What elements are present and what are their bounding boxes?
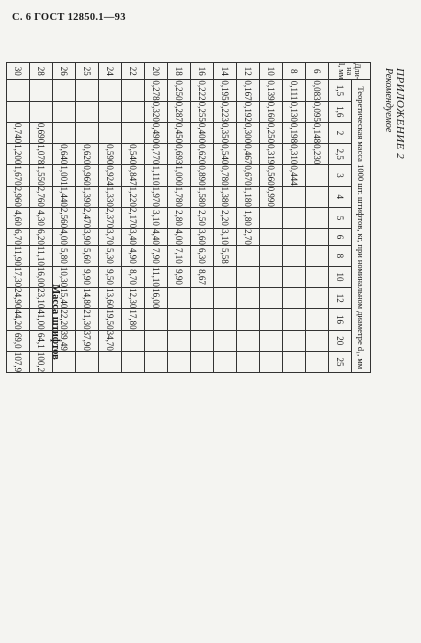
mass-cell [99, 80, 122, 101]
mass-cell: 0,167 [237, 80, 260, 101]
mass-cell: 1,078 [30, 144, 53, 165]
mass-cell: 16,00 [30, 266, 53, 287]
length-cell: 12 [237, 63, 260, 80]
mass-cell [214, 330, 237, 351]
mass-cell: 1,220 [122, 186, 145, 207]
mass-cell: 41,00 [30, 309, 53, 330]
mass-cell [237, 351, 260, 372]
appendix-label [383, 68, 406, 288]
mass-cell: 0,160 [260, 101, 283, 122]
appendix-subtitle: Рекомендуемое [383, 68, 394, 133]
mass-cell [306, 207, 329, 228]
mass-cell [237, 245, 260, 266]
appendix-title: ПРИЛОЖЕНИЕ 2 [394, 68, 406, 160]
mass-cell: 0,250 [168, 80, 191, 101]
mass-cell: 1,180 [237, 186, 260, 207]
mass-cell: 5,80 [53, 245, 76, 266]
mass-cell: 2,560 [53, 207, 76, 228]
mass-cell: 1,80 [237, 207, 260, 228]
mass-cell: 1,330 [99, 186, 122, 207]
mass-cell [76, 80, 99, 101]
length-cell: 14 [214, 63, 237, 80]
mass-cell: 2,80 [168, 207, 191, 228]
mass-cell [306, 186, 329, 207]
mass-cell: 69,0 [7, 330, 30, 351]
mass-cell: 0,250 [260, 122, 283, 143]
mass-cell: 0,990 [260, 186, 283, 207]
mass-cell [260, 351, 283, 372]
mass-cell: 5,30 [99, 245, 122, 266]
mass-cell [191, 288, 214, 309]
mass-cell: 12,30 [122, 288, 145, 309]
mass-cell: 2,170 [122, 207, 145, 228]
diameter-header-row [329, 63, 352, 373]
mass-cell: 4,00 [53, 229, 76, 246]
mass-cell: 7,10 [168, 245, 191, 266]
mass-cell [30, 101, 53, 122]
mass-cell: 0,620 [191, 144, 214, 165]
mass-cell: 0,222 [191, 80, 214, 101]
diameter-header-12: 20 [329, 330, 352, 351]
mass-cell [191, 309, 214, 330]
mass-cell [7, 101, 30, 122]
mass-cell: 0,924 [99, 165, 122, 186]
mass-cell: 2,470 [76, 207, 99, 228]
table-body [7, 63, 329, 373]
mass-cell: 3,70 [99, 229, 122, 246]
mass-cell: 1,780 [168, 186, 191, 207]
table-row [53, 63, 76, 373]
diameter-header-10: 12 [329, 288, 352, 309]
mass-cell: 1,000 [168, 165, 191, 186]
mass-cell: 22,20 [53, 309, 76, 330]
length-cell: 30 [7, 63, 30, 80]
mass-cell: 0,560 [260, 165, 283, 186]
mass-cell: 0,192 [237, 101, 260, 122]
mass-cell: 1,580 [191, 186, 214, 207]
mass-cell [214, 309, 237, 330]
mass-cell [122, 330, 145, 351]
mass-cell: 1,200 [7, 144, 30, 165]
mass-cell [237, 309, 260, 330]
mass-cell: 24,90 [7, 288, 30, 309]
diameter-header-2: 2 [329, 122, 352, 143]
mass-cell: 0,223 [214, 101, 237, 122]
mass-cell: 11,10 [30, 245, 53, 266]
mass-cell [306, 266, 329, 287]
mass-cell [53, 80, 76, 101]
mass-cell [283, 186, 306, 207]
mass-cell: 6,70 [7, 229, 30, 246]
mass-cell [283, 330, 306, 351]
mass-cell: 0,230 [306, 144, 329, 165]
mass-cell: 3,90 [76, 229, 99, 246]
table-caption: Масса штифтов [50, 284, 61, 360]
mass-cell [283, 288, 306, 309]
length-cell: 16 [191, 63, 214, 80]
mass-cell [76, 351, 99, 372]
mass-cell: 0,300 [237, 122, 260, 143]
mass-cell: 0,111 [283, 80, 306, 101]
mass-cell [260, 229, 283, 246]
mass-cell: 0,198 [283, 122, 306, 143]
mass-cell: 0,847 [122, 165, 145, 186]
table-row [283, 63, 306, 373]
mass-cell: 64,1 [30, 330, 53, 351]
mass-cell: 0,130 [283, 101, 306, 122]
mass-cell [306, 288, 329, 309]
table-row [306, 63, 329, 373]
mass-cell [306, 351, 329, 372]
mass-cell: 9,90 [76, 266, 99, 287]
table-row [122, 63, 145, 373]
mass-cell: 4,90 [122, 245, 145, 266]
mass-cell: 23,10 [30, 288, 53, 309]
diameter-header-9: 10 [329, 266, 352, 287]
length-cell: 10 [260, 63, 283, 80]
mass-cell: 37,90 [76, 330, 99, 351]
table-row [191, 63, 214, 373]
length-cell: 8 [283, 63, 306, 80]
mass-cell: 4,00 [168, 229, 191, 246]
mass-cell [122, 80, 145, 101]
mass-cell [306, 165, 329, 186]
mass-cell: 1,440 [53, 186, 76, 207]
mass-cell: 107,9 [7, 351, 30, 372]
mass-cell: 0,770 [145, 144, 168, 165]
mass-cell: 3,10 [145, 207, 168, 228]
mass-cell [99, 101, 122, 122]
mass-cell: 39,49 [53, 330, 76, 351]
mass-cell: 0,960 [76, 165, 99, 186]
mass-cell [168, 330, 191, 351]
mass-cell: 6,30 [191, 245, 214, 266]
mass-cell [237, 288, 260, 309]
mass-cell: 10,30 [53, 266, 76, 287]
mass-cell: 0,690 [30, 122, 53, 143]
mass-cell: 2,760 [30, 186, 53, 207]
mass-cell [260, 288, 283, 309]
mass-cell: 15,40 [53, 288, 76, 309]
mass-cell: 16,00 [145, 288, 168, 309]
mass-cell [122, 101, 145, 122]
mass-cell [76, 122, 99, 143]
diameter-header-5: 4 [329, 186, 352, 207]
mass-cell: 0,278 [145, 80, 168, 101]
mass-cell [260, 245, 283, 266]
length-cell: 25 [76, 63, 99, 80]
length-cell: 20 [145, 63, 168, 80]
mass-cell: 0,670 [237, 165, 260, 186]
mass-cell: 0,400 [191, 122, 214, 143]
length-cell: 18 [168, 63, 191, 80]
mass-cell: 0,450 [168, 122, 191, 143]
table-row [168, 63, 191, 373]
mass-cell [7, 80, 30, 101]
diameter-header-8: 8 [329, 245, 352, 266]
mass-cell [168, 288, 191, 309]
mass-cell [53, 101, 76, 122]
mass-cell [122, 351, 145, 372]
mass-cell [283, 229, 306, 246]
diameter-header-7: 6 [329, 229, 352, 246]
mass-cell: 14,80 [76, 288, 99, 309]
length-cell: 22 [122, 63, 145, 80]
mass-cell [283, 245, 306, 266]
mass-cell [306, 245, 329, 266]
mass-cell: 2,20 [214, 207, 237, 228]
mass-cell: 0,780 [214, 165, 237, 186]
mass-cell [237, 266, 260, 287]
mass-cell: 2,70 [237, 229, 260, 246]
mass-cell: 2,370 [99, 207, 122, 228]
mass-cell: 1,390 [76, 186, 99, 207]
mass-cell: 13,60 [99, 288, 122, 309]
mass-cell: 5,60 [76, 245, 99, 266]
mass-cell: 17,80 [122, 309, 145, 330]
mass-cell [76, 101, 99, 122]
mass-cell [145, 330, 168, 351]
mass-cell [30, 80, 53, 101]
diameter-header-0: 1,5 [329, 80, 352, 101]
table-header-row-1 [352, 63, 371, 373]
mass-cell: 34,70 [99, 330, 122, 351]
mass-cell: 7,90 [145, 245, 168, 266]
page-header: С. 6 ГОСТ 12850.1—93 [12, 12, 126, 23]
mass-cell: 9,90 [168, 266, 191, 287]
mass-cell: 0,095 [306, 101, 329, 122]
mass-cell: 0,740 [7, 122, 30, 143]
mass-cell [145, 351, 168, 372]
mass-cell: 11,90 [7, 245, 30, 266]
table-row [145, 63, 168, 373]
mass-cell: 19,50 [99, 309, 122, 330]
corner-header: Дли- на l, мм [329, 63, 371, 80]
mass-cell: 0,540 [214, 144, 237, 165]
mass-cell: 4,40 [145, 229, 168, 246]
mass-cell: 0,139 [260, 80, 283, 101]
diameter-header-11: 16 [329, 309, 352, 330]
mass-cell [145, 309, 168, 330]
mass-cell: 0,287 [168, 101, 191, 122]
mass-cell: 0,310 [283, 144, 306, 165]
mass-cell: 9,50 [99, 266, 122, 287]
mass-cell [260, 309, 283, 330]
mass-cell: 0,195 [214, 80, 237, 101]
mass-cell [306, 229, 329, 246]
mass-cell: 3,60 [191, 229, 214, 246]
mass-cell: 0,350 [214, 122, 237, 143]
mass-cell: 0,255 [191, 101, 214, 122]
mass-cell: 21,30 [76, 309, 99, 330]
diameter-header-13: 25 [329, 351, 352, 372]
mass-cell [214, 351, 237, 372]
mass-cell: 0,320 [145, 101, 168, 122]
mass-cell: 4,30 [30, 207, 53, 228]
mass-cell [168, 351, 191, 372]
mass-cell [53, 351, 76, 372]
mass-cell: 3,40 [122, 229, 145, 246]
mass-cell [306, 309, 329, 330]
mass-cell: 1,001 [53, 165, 76, 186]
table-row [260, 63, 283, 373]
length-cell: 24 [99, 63, 122, 80]
table-row [76, 63, 99, 373]
mass-cell: 0,693 [168, 144, 191, 165]
table-row [237, 63, 260, 373]
mass-cell: 2,50 [191, 207, 214, 228]
mass-cell: 0,083 [306, 80, 329, 101]
mass-cell: 5,58 [214, 245, 237, 266]
mass-cell: 1,110 [145, 165, 168, 186]
mass-cell [306, 330, 329, 351]
length-cell: 26 [53, 63, 76, 80]
mass-cell: 6,20 [30, 229, 53, 246]
mass-cell: 0,640 [53, 144, 76, 165]
mass-cell: 0,467 [237, 144, 260, 165]
mass-table-wrapper [6, 62, 371, 373]
mass-cell: 4,60 [7, 207, 30, 228]
mass-cell [53, 122, 76, 143]
mass-cell [260, 207, 283, 228]
table-row [30, 63, 53, 373]
mass-cell: 8,70 [122, 266, 145, 287]
mass-cell: 11,10 [145, 266, 168, 287]
table-row [99, 63, 122, 373]
mass-cell: 100,2 [30, 351, 53, 372]
mass-cell [283, 351, 306, 372]
mass-cell [99, 122, 122, 143]
diameter-header-1: 1,6 [329, 101, 352, 122]
mass-cell: 0,490 [145, 122, 168, 143]
mass-cell: 0,540 [122, 144, 145, 165]
diameter-header-3: 2,5 [329, 144, 352, 165]
mass-cell: 3,10 [214, 229, 237, 246]
mass-cell [168, 309, 191, 330]
mass-cell: 0,319 [260, 144, 283, 165]
mass-cell [260, 330, 283, 351]
mass-cell [237, 330, 260, 351]
mass-cell [191, 351, 214, 372]
mass-cell [214, 266, 237, 287]
mass-cell: 1,550 [30, 165, 53, 186]
mass-cell: 0,590 [99, 144, 122, 165]
length-cell: 6 [306, 63, 329, 80]
mass-cell: 1,970 [145, 186, 168, 207]
mass-cell: 0,890 [191, 165, 214, 186]
mass-cell: 17,30 [7, 266, 30, 287]
mass-cell: 1,670 [7, 165, 30, 186]
mass-cell [260, 266, 283, 287]
mass-cell: 0,148 [306, 122, 329, 143]
table-row [214, 63, 237, 373]
diameter-span-header: Теоретическая масса 1000 шт. штифтов, кг, при номинальном диаметре d₁, мм [352, 80, 371, 373]
diameter-header-4: 3 [329, 165, 352, 186]
length-cell: 28 [30, 63, 53, 80]
mass-cell [99, 351, 122, 372]
mass-cell: 8,67 [191, 266, 214, 287]
mass-cell: 0,444 [283, 165, 306, 186]
mass-cell [122, 122, 145, 143]
mass-cell [283, 207, 306, 228]
mass-cell: 44,20 [7, 309, 30, 330]
mass-table [6, 62, 371, 373]
mass-cell [283, 309, 306, 330]
mass-cell: 0,620 [76, 144, 99, 165]
mass-cell: 1,380 [214, 186, 237, 207]
mass-cell [191, 330, 214, 351]
diameter-header-6: 5 [329, 207, 352, 228]
mass-cell [283, 266, 306, 287]
mass-cell [214, 288, 237, 309]
mass-cell: 2,960 [7, 186, 30, 207]
table-row [7, 63, 30, 373]
